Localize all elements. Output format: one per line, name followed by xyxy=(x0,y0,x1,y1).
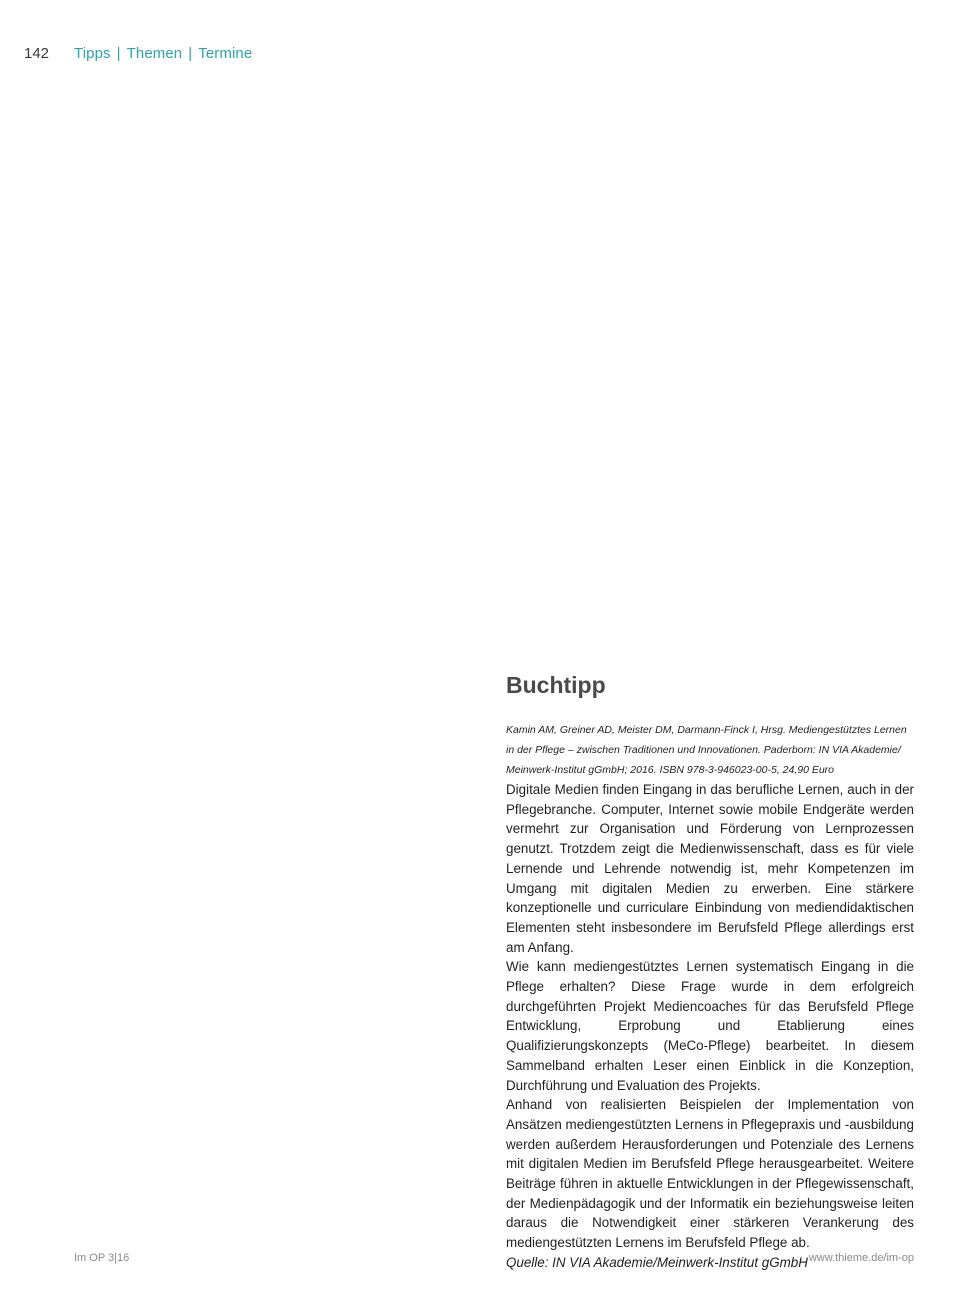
book-citation xyxy=(506,720,914,780)
body-paragraph: Anhand von realisierten Beispielen der Implementation von Ansätzen mediengestützten Lernens in Pflegepraxis und -ausbildung werden außerdem Herausforderungen und Potenziale des Lernens mit digitalen Medien im Berufsfeld Pflege herausgearbeitet. Weitere Beiträge führen in aktuelle Entwicklungen in der Pflegewissenschaft, der Medienpädagogik und der Informatik ein beziehungsweise leiten daraus die Notwendigkeit einer stärkeren Verankerung des mediengestützten Lernens im Berufsfeld Pflege ab. xyxy=(506,1097,914,1251)
page-number: 142 xyxy=(24,45,50,62)
citation-line: Meinwerk-Institut gGmbH; 2016. ISBN 978-3-946023-00-5, 24,90 Euro xyxy=(506,764,835,776)
footer-journal: Im OP 3|16 xyxy=(74,1252,130,1264)
footer-url: www.thieme.de/im-op xyxy=(808,1252,914,1264)
section-tipps: Tipps xyxy=(74,45,111,62)
separator: | xyxy=(116,45,121,62)
body-paragraph: Digitale Medien finden Eingang in das berufliche Lernen, auch in der Pflegebranche. Computer, Internet sowie mobile Endgeräte werden vermehrt zur Organisation und Förderung von Lernprozessen genutzt. Trotzdem zeigt die Medienwissenschaft, dass es für viele Lernende und Lehrende notwendig ist, mehr Kompetenzen im Umgang mit digitalen Medien zu erwerben. Eine stärkere konzeptionelle und curriculare Einbindung von mediendidaktischen Elementen steht insbesondere im Berufsfeld Pflege allerdings erst am Anfang. xyxy=(506,782,914,955)
section-termine: Termine xyxy=(198,45,253,62)
section-themen: Themen xyxy=(126,45,183,62)
article-title: Buchtipp xyxy=(506,672,606,698)
citation-line: in der Pflege – zwischen Traditionen und Innovationen. Paderborn: IN VIA Akademie/ xyxy=(506,744,901,756)
citation-line: Kamin AM, Greiner AD, Meister DM, Darmann-Finck I, Hrsg. Mediengestütztes Lernen xyxy=(506,724,907,736)
body-paragraph: Wie kann mediengestütztes Lernen systematisch Eingang in die Pflege erhalten? Diese Frage wurde in dem erfolgreich durchgeführten Projekt Mediencoaches für das Berufsfeld Pflege Entwicklung, Erprobung und Etablierung eines Qualifizierungskonzepts (MeCo-Pflege) bearbeitet. In diesem Sammelband erhalten Leser einen Einblick in die Konzeption, Durchführung und Evaluation des Projekts. xyxy=(506,959,914,1093)
source-note: Quelle: IN VIA Akademie/Meinwerk-Institut gGmbH xyxy=(506,1254,808,1270)
section-header xyxy=(74,45,252,62)
separator: | xyxy=(188,45,193,62)
article xyxy=(506,668,914,1273)
